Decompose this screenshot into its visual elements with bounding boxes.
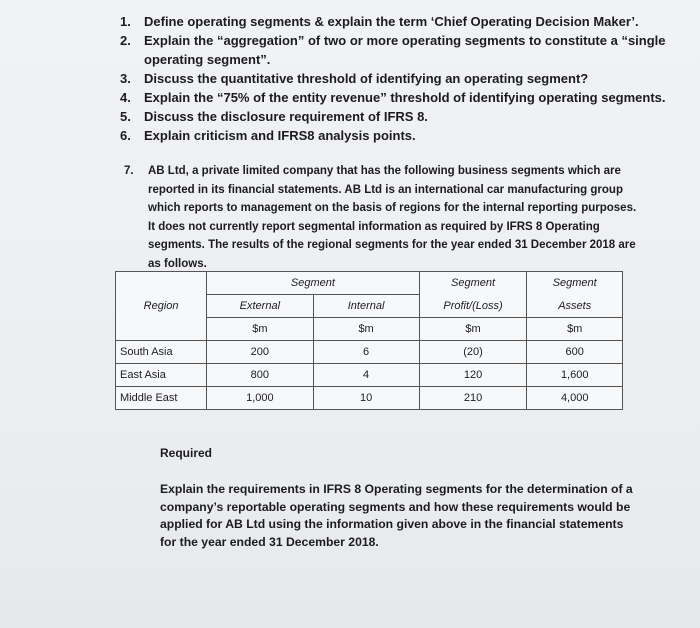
question-7 [124, 162, 644, 273]
question-7-text: AB Ltd, a private limited company that has the following business segments which are reported in its financial statements. AB Ltd is an international car manufacturing group which reports to management on the basis of regions for the internal reporting purposes. It does not currently report segmental information as required by IFRS 8 Operating segments. The results of the regional segments for the year ended 31 December 2018 are as follows. [148, 165, 637, 270]
required-heading: Required [160, 446, 213, 460]
assets-header: Assets [527, 295, 623, 318]
unit-label: $m [313, 318, 419, 341]
internal-cell: 6 [313, 341, 419, 364]
assets-cell: 1,600 [527, 364, 623, 387]
question-list [120, 12, 680, 145]
question-number: 1. [120, 14, 131, 29]
question-number: 7. [124, 165, 134, 177]
internal-header: Internal [313, 295, 419, 318]
unit-label: $m [207, 318, 313, 341]
profit-cell: 210 [419, 387, 527, 410]
question-text: Explain criticism and IFRS8 analysis points. [144, 128, 416, 143]
question-number: 5. [120, 109, 131, 124]
list-item [120, 107, 680, 126]
list-item [120, 12, 680, 31]
profit-loss-header: Profit/(Loss) [419, 295, 527, 318]
assets-cell: 4,000 [527, 387, 623, 410]
list-item [120, 88, 680, 107]
question-number: 6. [120, 128, 131, 143]
profit-cell: 120 [419, 364, 527, 387]
region-cell: Middle East [116, 387, 207, 410]
external-cell: 200 [207, 341, 313, 364]
external-cell: 1,000 [207, 387, 313, 410]
profit-cell: (20) [419, 341, 527, 364]
list-item [120, 69, 680, 88]
list-item [120, 31, 680, 69]
external-cell: 800 [207, 364, 313, 387]
region-cell: South Asia [116, 341, 207, 364]
external-header: External [207, 295, 313, 318]
internal-cell: 10 [313, 387, 419, 410]
table-row [116, 364, 623, 387]
question-number: 3. [120, 71, 131, 86]
list-item [120, 126, 680, 145]
unit-label: $m [527, 318, 623, 341]
region-cell: East Asia [116, 364, 207, 387]
question-text: Explain the “aggregation” of two or more operating segments to constitute a “single operating segment”. [144, 33, 666, 67]
question-text: Discuss the quantitative threshold of identifying an operating segment? [144, 71, 589, 86]
segment-profit-header: Segment [419, 272, 527, 295]
assets-cell: 600 [527, 341, 623, 364]
question-number: 2. [120, 33, 131, 48]
question-text: Discuss the disclosure requirement of IFRS 8. [144, 109, 428, 124]
table-header-row [116, 272, 623, 295]
segment-assets-header: Segment [527, 272, 623, 295]
region-header: Region [116, 272, 207, 341]
required-text: Explain the requirements in IFRS 8 Operating segments for the determination of a company’s reportable operating segments and how these requirements would be applied for AB Ltd using the information given above in the financial statements for the year ended 31 December 2018. [160, 482, 633, 549]
question-text: Define operating segments & explain the term ‘Chief Operating Decision Maker’. [144, 14, 639, 29]
segment-header: Segment [207, 272, 419, 295]
segment-table [115, 271, 623, 410]
question-number: 4. [120, 90, 131, 105]
question-text: Explain the “75% of the entity revenue” threshold of identifying operating segments. [144, 90, 666, 105]
internal-cell: 4 [313, 364, 419, 387]
table-row [116, 387, 623, 410]
unit-label: $m [419, 318, 527, 341]
table-row [116, 341, 623, 364]
